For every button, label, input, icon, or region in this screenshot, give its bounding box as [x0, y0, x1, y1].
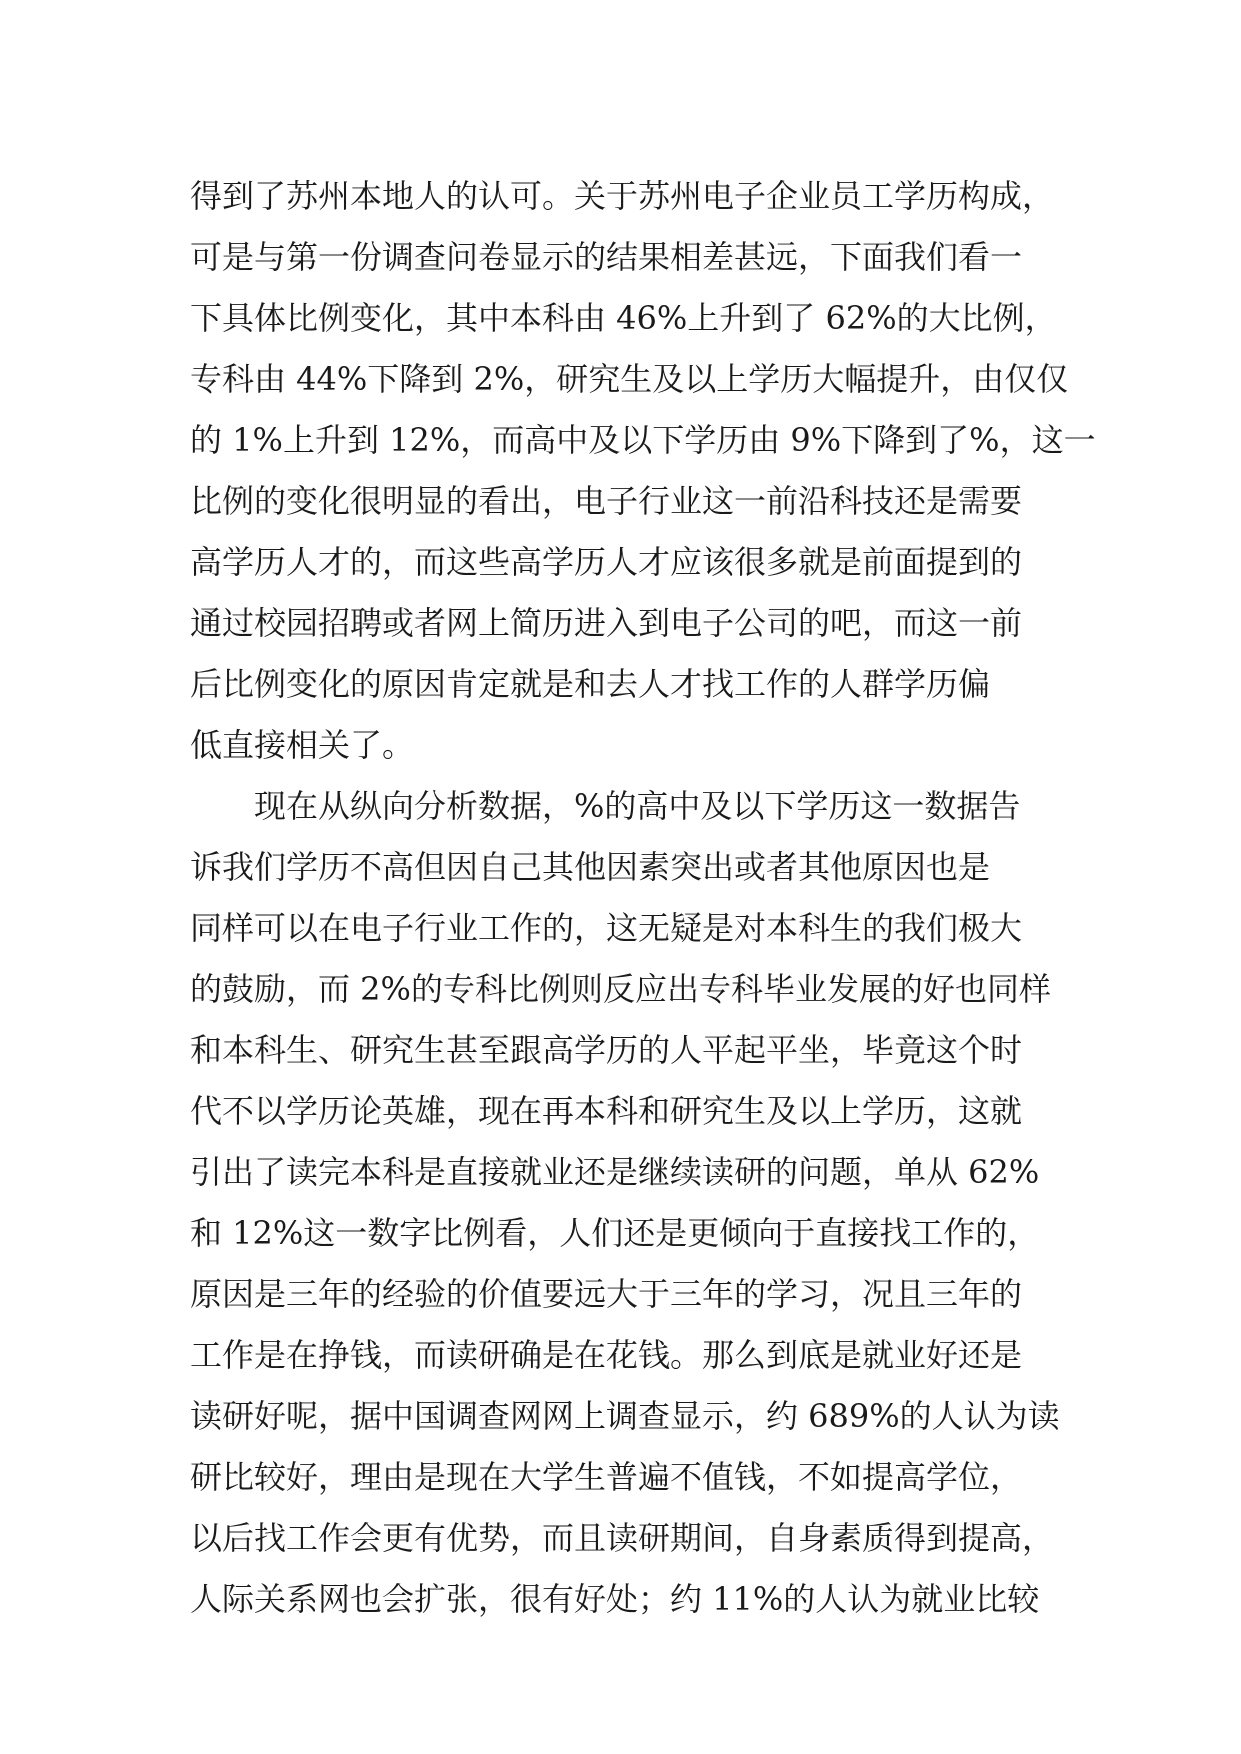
text-line-24: 人际关系网也会扩张，很有好处；约 11%的人认为就业比较	[190, 1580, 1040, 1618]
text-line-19: 原因是三年的经验的价值要远大于三年的学习，况且三年的	[190, 1275, 1023, 1313]
text-line-1: 得到了苏州本地人的认可。关于苏州电子企业员工学历构成，	[190, 177, 1055, 215]
text-line-3: 下具体比例变化，其中本科由 46%上升到了 62%的大比例，	[190, 299, 1057, 337]
text-line-18: 和 12%这一数字比例看，人们还是更倾向于直接找工作的，	[190, 1214, 1040, 1252]
paragraph-indent-line: 现在从纵向分析数据，%的高中及以下学历这一数据告	[254, 787, 1021, 825]
text-line-5: 的 1%上升到 12%，而高中及以下学历由 9%下降到了%，这一	[190, 421, 1096, 459]
text-line-8: 通过校园招聘或者网上简历进入到电子公司的吧，而这一前	[190, 604, 1023, 642]
text-line-20: 工作是在挣钱，而读研确是在花钱。那么到底是就业好还是	[190, 1336, 1023, 1374]
text-line-22: 研比较好，理由是现在大学生普遍不值钱，不如提高学位，	[190, 1458, 1023, 1496]
text-line-21: 读研好呢，据中国调查网网上调查显示，约 689%的人认为读	[190, 1397, 1060, 1435]
text-line-13: 同样可以在电子行业工作的，这无疑是对本科生的我们极大	[190, 909, 1023, 947]
text-line-7: 高学历人才的，而这些高学历人才应该很多就是前面提到的	[190, 543, 1023, 581]
text-line-2: 可是与第一份调查问卷显示的结果相差甚远，下面我们看一	[190, 238, 1023, 276]
text-line-14: 的鼓励，而 2%的专科比例则反应出专科毕业发展的好也同样	[190, 970, 1051, 1008]
text-line-6: 比例的变化很明显的看出，电子行业这一前沿科技还是需要	[190, 482, 1023, 520]
text-line-17: 引出了读完本科是直接就业还是继续读研的问题，单从 62%	[190, 1153, 1040, 1191]
text-line-10: 低直接相关了。	[190, 726, 415, 764]
text-line-4: 专科由 44%下降到 2%，研究生及以上学历大幅提升，由仅仅	[190, 360, 1069, 398]
body-text	[190, 166, 1096, 1630]
text-line-23: 以后找工作会更有优势，而且读研期间，自身素质得到提高，	[190, 1519, 1055, 1557]
text-line-9: 后比例变化的原因肯定就是和去人才找工作的人群学历偏	[190, 665, 991, 703]
text-line-12: 诉我们学历不高但因自己其他因素突出或者其他原因也是	[190, 848, 991, 886]
text-line-15: 和本科生、研究生甚至跟高学历的人平起平坐，毕竟这个时	[190, 1031, 1023, 1069]
text-line-16: 代不以学历论英雄，现在再本科和研究生及以上学历，这就	[190, 1092, 1023, 1130]
